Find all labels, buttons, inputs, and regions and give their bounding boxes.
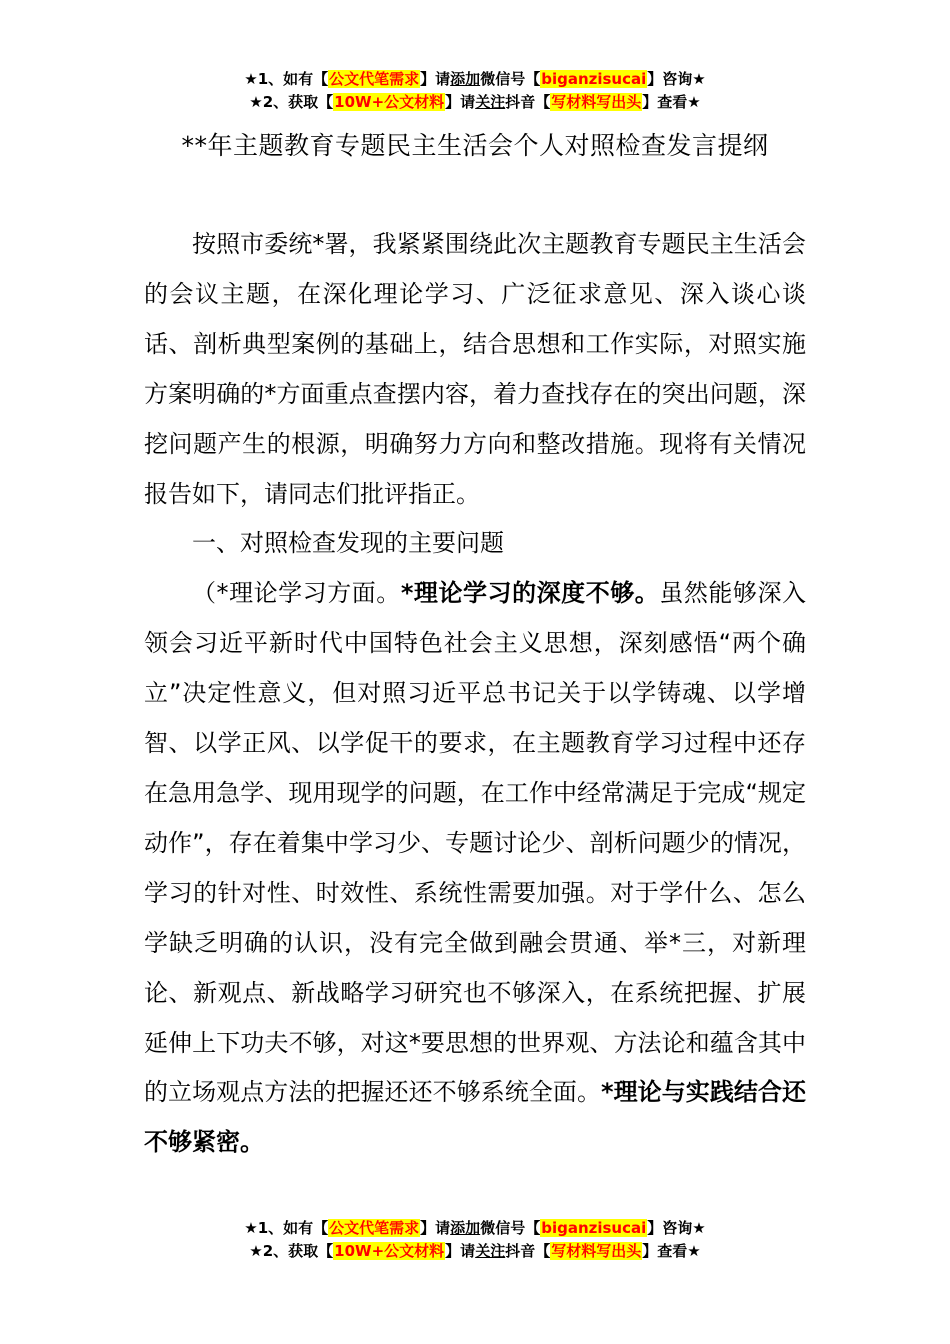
highlight-materials: 10W+公文材料 — [334, 1242, 445, 1260]
promo-line-2: ★2、获取【10W+公文材料】请关注抖音【写材料写出头】查看★ — [249, 1242, 701, 1260]
star-icon: ★ — [244, 70, 258, 88]
bold-subheading: *理论与实践结合还不够紧密。 — [144, 1078, 806, 1157]
highlight-writing-service: 公文代笔需求 — [329, 70, 420, 88]
star-icon: ★ — [249, 93, 263, 111]
star-icon: ★ — [692, 70, 706, 88]
star-icon: ★ — [687, 93, 701, 111]
star-icon: ★ — [687, 1242, 701, 1260]
highlight-douyin-account: 写材料写出头 — [551, 93, 642, 111]
item-paragraph: （*理论学习方面。*理论学习的深度不够。虽然能够深入领会习近平新时代中国特色社会主义思想，深刻感悟“两个确立”决定性意义，但对照习近平总书记关于以学铸魂、以学增智、以学正风、以学促干的要求，在主题教育学习过程中还存在急用急学、现用现学的问题，在工作中经常满足于完成“规定动作”，存在着集中学习少、专题讨论少、剖析问题少的情况，学习的针对性、时效性、系统性需要加强。对于学什么、怎么学缺乏明确的认识，没有完全做到融会贯通、举*三，对新理论、新观点、新战略学习研究也不够深入，在系统把握、扩展延伸上下功夫不够，对这*要思想的世界观、方法论和蕴含其中的立场观点方法的把握还还不够系统全面。*理论与实践结合还不够紧密。 — [144, 579, 806, 1157]
highlight-writing-service: 公文代笔需求 — [329, 1219, 420, 1237]
highlight-douyin-account: 写材料写出头 — [551, 1242, 642, 1260]
highlight-wechat-id: biganzisucai — [541, 70, 647, 88]
star-icon: ★ — [249, 1242, 263, 1260]
highlight-wechat-id: biganzisucai — [541, 1219, 647, 1237]
star-icon: ★ — [692, 1219, 706, 1237]
document-title: **年主题教育专题民主生活会个人对照检查发言提纲 — [181, 131, 769, 160]
promo-banner-top — [0, 68, 950, 114]
section-heading: 一、对照检查发现的主要问题 — [192, 529, 504, 558]
promo-line-1: ★1、如有【公文代笔需求】请添加微信号【biganzisucai】咨询★ — [244, 1219, 706, 1237]
promo-banner-bottom — [0, 1217, 950, 1263]
intro-paragraph: 按照市委统*署，我紧紧围绕此次主题教育专题民主生活会的会议主题，在深化理论学习、广泛征求意见、深入谈心谈话、剖析典型案例的基础上，结合思想和工作实际，对照实施方案明确的*方面重点查摆内容，着力查找存在的突出问题，深挖问题产生的根源，明确努力方向和整改措施。现将有关情况报告如下，请同志们批评指正。 — [144, 230, 806, 508]
promo-line-1: ★1、如有【公文代笔需求】请添加微信号【biganzisucai】咨询★ — [244, 70, 706, 88]
document-body — [144, 220, 806, 1168]
star-icon: ★ — [244, 1219, 258, 1237]
highlight-materials: 10W+公文材料 — [334, 93, 445, 111]
bold-subheading: *理论学习的深度不够。 — [400, 579, 660, 608]
promo-line-2: ★2、获取【10W+公文材料】请关注抖音【写材料写出头】查看★ — [249, 93, 701, 111]
